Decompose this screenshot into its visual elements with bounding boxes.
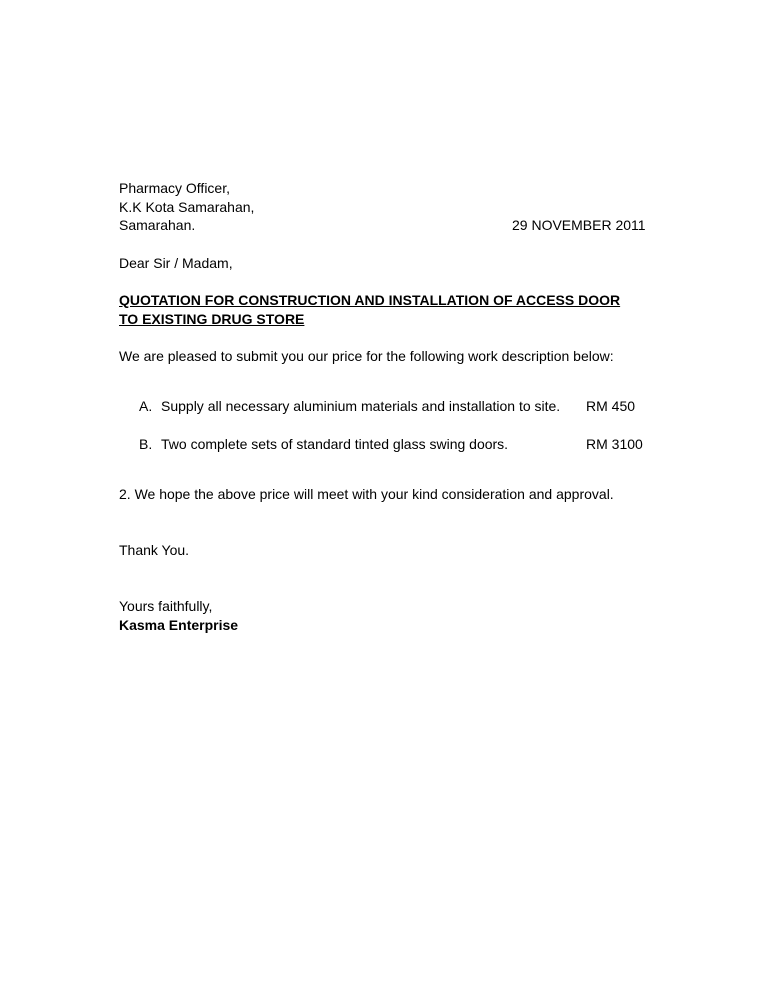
recipient-title: Pharmacy Officer, — [119, 180, 231, 196]
item-a-description: Supply all necessary aluminium materials and installation to site. — [161, 398, 561, 414]
item-a-marker: A. — [139, 398, 153, 414]
salutation: Dear Sir / Madam, — [119, 255, 233, 271]
paragraph-2: 2. We hope the above price will meet with your kind consideration and approval. — [119, 486, 614, 502]
company-name: Kasma Enterprise — [119, 617, 239, 633]
item-a-price: RM 450 — [586, 398, 636, 414]
item-b-price: RM 3100 — [586, 436, 643, 452]
closing: Yours faithfully, — [119, 598, 213, 614]
subject-line-1: QUOTATION FOR CONSTRUCTION AND INSTALLATION OF ACCESS DOOR — [119, 292, 621, 308]
thank-you: Thank You. — [119, 542, 190, 558]
intro-paragraph: We are pleased to submit you our price for the following work description below: — [119, 348, 614, 364]
letter-date: 29 NOVEMBER 2011 — [512, 217, 646, 233]
item-b-marker: B. — [139, 436, 153, 452]
item-b-description: Two complete sets of standard tinted glass swing doors. — [161, 436, 509, 452]
subject-line-2: TO EXISTING DRUG STORE — [119, 311, 305, 327]
recipient-org: K.K Kota Samarahan, — [119, 199, 255, 215]
recipient-location: Samarahan. — [119, 217, 196, 233]
